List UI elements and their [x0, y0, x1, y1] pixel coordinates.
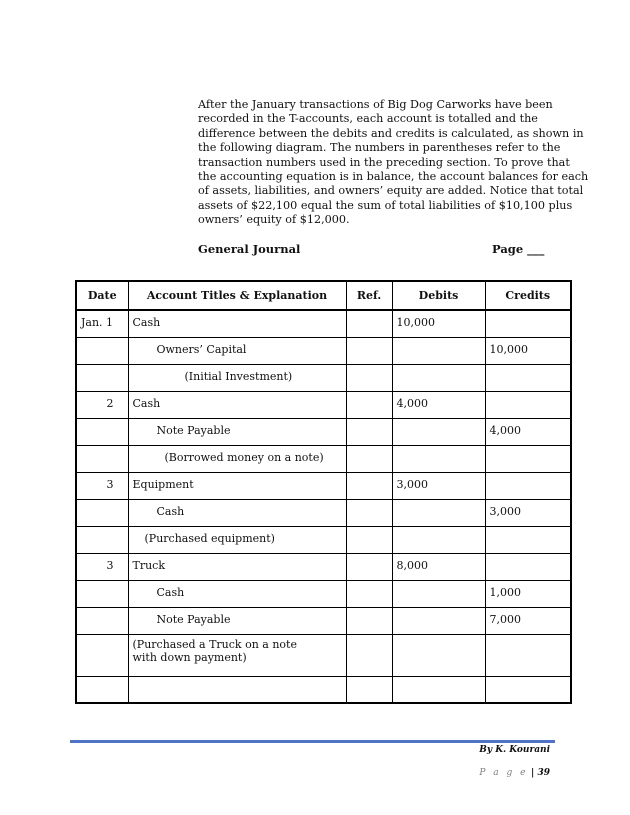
account-cell: Cash	[128, 310, 346, 337]
ref-cell	[346, 499, 392, 526]
paragraph-line: of assets, liabilities, and owners’ equity are added. Notice that total	[198, 184, 584, 198]
debit-cell	[392, 580, 485, 607]
debit-cell	[392, 676, 485, 703]
account-cell: Cash	[128, 580, 346, 607]
ref-cell	[346, 553, 392, 580]
table-row	[76, 607, 571, 634]
ref-cell	[346, 472, 392, 499]
page-number	[479, 768, 550, 778]
page-separator: |	[527, 768, 538, 778]
credit-cell: 1,000	[485, 580, 571, 607]
page-word: P a g e	[479, 768, 528, 778]
ref-cell	[346, 634, 392, 676]
debit-cell	[392, 526, 485, 553]
paragraph-line: After the January transactions of Big Dog Carworks have been	[198, 98, 553, 111]
account-cell: Equipment	[128, 472, 346, 499]
table-row	[76, 310, 571, 337]
paragraph-line: transaction numbers used in the preceding section. To prove that	[198, 155, 570, 169]
date-cell: 3	[76, 553, 128, 580]
general-journal-table	[75, 280, 572, 704]
account-cell: Note Payable	[128, 607, 346, 634]
account-cell: (Purchased a Truck on a note with down payment)	[128, 634, 346, 676]
account-cell: (Initial Investment)	[128, 364, 346, 391]
date-cell	[76, 607, 128, 634]
date-cell	[76, 634, 128, 676]
ref-cell	[346, 445, 392, 472]
account-cell: (Purchased equipment)	[128, 526, 346, 553]
credit-cell: 7,000	[485, 607, 571, 634]
table-row	[76, 337, 571, 364]
table-row	[76, 472, 571, 499]
paragraph-line: assets of $22,100 equal the sum of total liabilities of $10,100 plus	[198, 198, 573, 212]
debit-cell	[392, 499, 485, 526]
paragraph-line: owners’ equity of $12,000.	[198, 213, 350, 227]
date-cell	[76, 580, 128, 607]
debit-cell	[392, 364, 485, 391]
footer-divider	[70, 740, 555, 743]
header-credits: Credits	[485, 281, 571, 310]
debit-cell	[392, 418, 485, 445]
table-row	[76, 364, 571, 391]
table-row	[76, 499, 571, 526]
credit-cell	[485, 526, 571, 553]
table-row	[76, 445, 571, 472]
ref-cell	[346, 676, 392, 703]
credit-cell	[485, 310, 571, 337]
credit-cell: 4,000	[485, 418, 571, 445]
credit-cell	[485, 676, 571, 703]
account-cell: Cash	[128, 391, 346, 418]
credit-cell	[485, 634, 571, 676]
table-row	[76, 580, 571, 607]
header-ref: Ref.	[346, 281, 392, 310]
table-row	[76, 634, 571, 676]
paragraph-line: the following diagram. The numbers in parentheses refer to the	[198, 141, 561, 155]
credit-cell: 3,000	[485, 499, 571, 526]
date-cell	[76, 676, 128, 703]
ref-cell	[346, 607, 392, 634]
date-cell: 3	[76, 472, 128, 499]
journal-title: General Journal	[198, 242, 301, 256]
debit-cell	[392, 607, 485, 634]
date-cell	[76, 526, 128, 553]
header-account: Account Titles & Explanation	[128, 281, 346, 310]
date-cell	[76, 418, 128, 445]
ref-cell	[346, 337, 392, 364]
ref-cell	[346, 526, 392, 553]
account-cell: Note Payable	[128, 418, 346, 445]
page-number-value: 39	[537, 768, 550, 778]
paragraph-line: the accounting equation is in balance, the account balances for each	[198, 170, 589, 184]
author-credit: By K. Kourani	[479, 745, 550, 755]
ref-cell	[346, 310, 392, 337]
debit-cell: 10,000	[392, 310, 485, 337]
debit-cell	[392, 634, 485, 676]
debit-cell: 8,000	[392, 553, 485, 580]
table-row	[76, 526, 571, 553]
account-cell	[128, 676, 346, 703]
date-cell	[76, 499, 128, 526]
credit-cell	[485, 553, 571, 580]
debit-cell: 3,000	[392, 472, 485, 499]
debit-cell	[392, 337, 485, 364]
header-debits: Debits	[392, 281, 485, 310]
ref-cell	[346, 580, 392, 607]
table-row	[76, 391, 571, 418]
date-cell	[76, 337, 128, 364]
ref-cell	[346, 364, 392, 391]
ref-cell	[346, 391, 392, 418]
page-label: Page ___	[492, 242, 545, 256]
date-cell	[76, 445, 128, 472]
account-cell: Owners’ Capital	[128, 337, 346, 364]
table-header-row	[76, 281, 571, 310]
credit-cell	[485, 472, 571, 499]
ref-cell	[346, 418, 392, 445]
paragraph-line: recorded in the T-accounts, each account is totalled and the	[198, 112, 538, 126]
credit-cell	[485, 391, 571, 418]
credit-cell: 10,000	[485, 337, 571, 364]
table-row	[76, 553, 571, 580]
account-cell: Cash	[128, 499, 346, 526]
account-cell: (Borrowed money on a note)	[128, 445, 346, 472]
header-date: Date	[76, 281, 128, 310]
paragraph-line: difference between the debits and credits is calculated, as shown in	[198, 126, 584, 140]
table-row	[76, 418, 571, 445]
date-cell: Jan. 1	[76, 310, 128, 337]
debit-cell: 4,000	[392, 391, 485, 418]
date-cell: 2	[76, 391, 128, 418]
intro-paragraph	[198, 98, 589, 228]
account-cell: Truck	[128, 553, 346, 580]
table-row	[76, 676, 571, 703]
date-cell	[76, 364, 128, 391]
debit-cell	[392, 445, 485, 472]
credit-cell	[485, 364, 571, 391]
credit-cell	[485, 445, 571, 472]
